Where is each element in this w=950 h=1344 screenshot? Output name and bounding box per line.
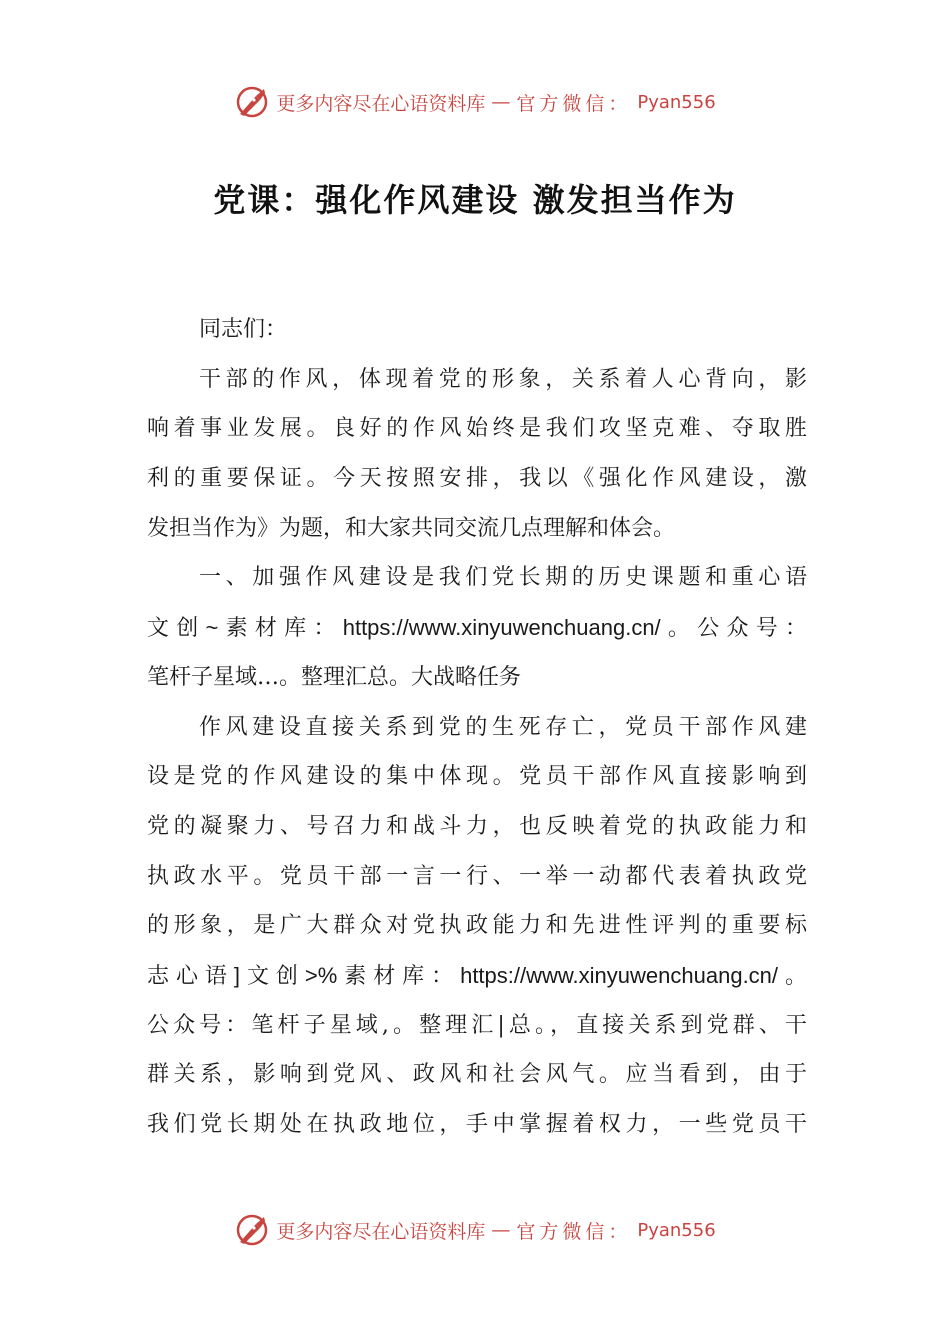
banner-official-label: 官方微信：	[516, 92, 632, 115]
banner-wechat-id: Pyan556	[637, 91, 716, 113]
section-heading-line: 一、加强作风建设是我们党长期的历史课题和重心语	[199, 565, 807, 591]
banner-wechat-id: Pyan556	[637, 1219, 716, 1241]
paragraph-line: 利的重要保证。今天按照安排，我以《强化作风建设，激	[147, 466, 807, 492]
pen-nib-logo-icon	[234, 84, 270, 120]
section-heading-line: 笔杆子星域…。整理汇总。大战略任务	[147, 664, 522, 690]
salutation-line: 同志们：	[199, 317, 288, 342]
paragraph-line: 干部的作风，体现着党的形象，关系着人心背向，影	[199, 366, 807, 392]
paragraph-line: 我们党长期处在执政地位，手中掌握着权力，一些党员干	[147, 1112, 807, 1137]
paragraph-line: 公众号：笔杆子星域,。整理汇|总。，直接关系到党群、干	[147, 1012, 807, 1038]
document-body	[147, 305, 807, 1150]
banner-separator: —	[491, 1219, 511, 1241]
paragraph-line: 的形象，是广大群众对党执政能力和先进性评判的重要标	[147, 913, 807, 939]
paragraph-line: 发担当作为》为题，和大家共同交流几点理解和体会。	[147, 515, 676, 541]
paragraph-line: 群关系，影响到党风、政风和社会风气。应当看到，由于	[147, 1062, 807, 1088]
paragraph-line: 响着事业发展。良好的作风始终是我们攻坚克难、夺取胜	[147, 416, 807, 442]
pen-nib-logo-icon	[234, 1212, 270, 1248]
banner-official-label: 官方微信：	[516, 1220, 632, 1243]
banner-tagline: 更多内容尽在心语资料库	[276, 1220, 486, 1243]
document-title: 党课：强化作风建设 激发担当作为	[213, 181, 737, 219]
banner-tagline: 更多内容尽在心语资料库	[276, 92, 486, 115]
header-banner	[0, 82, 950, 122]
paragraph-line: 作风建设直接关系到党的生死存亡，党员干部作风建	[199, 714, 807, 740]
watermark-line: 志心语]文创>%素材库：https://www.xinyuwenchuang.cn/。	[147, 962, 807, 988]
watermark-line: 文创~素材库：https://www.xinyuwenchuang.cn/。公众号：	[147, 615, 807, 641]
paragraph-line: 设是党的作风建设的集中体现。党员干部作风直接影响到	[147, 764, 807, 790]
paragraph-line: 党的凝聚力、号召力和战斗力，也反映着党的执政能力和	[147, 813, 807, 839]
banner-separator: —	[491, 91, 511, 113]
paragraph-line: 执政水平。党员干部一言一行、一举一动都代表着执政党	[147, 863, 807, 889]
footer-banner	[0, 1210, 950, 1250]
